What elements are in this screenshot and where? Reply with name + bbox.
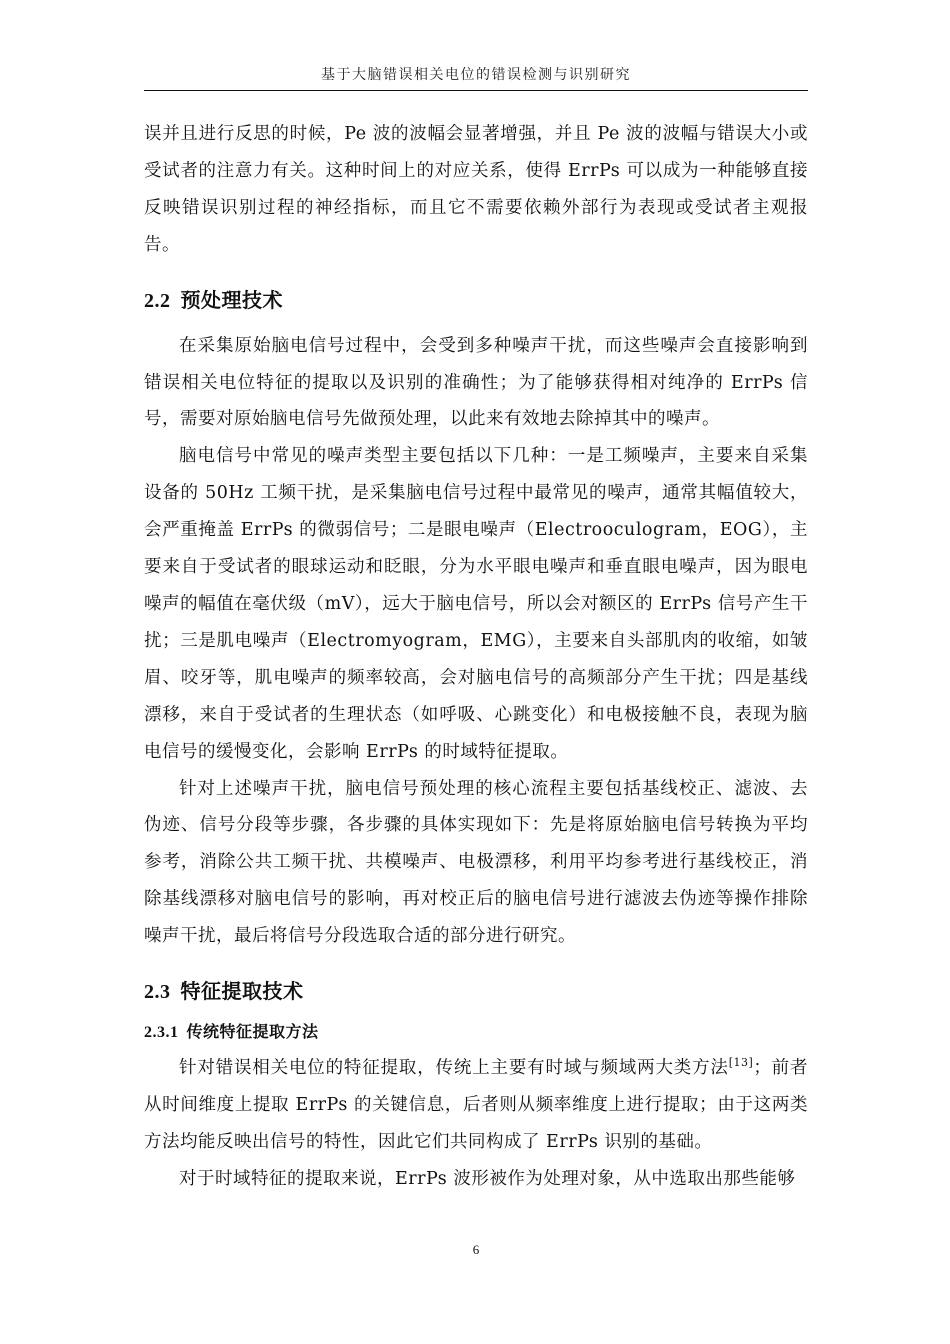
header-rule bbox=[144, 90, 808, 91]
paragraph-traditional-methods bbox=[144, 1050, 808, 1161]
paragraph-preprocessing-flow: 针对上述噪声干扰，脑电信号预处理的核心流程主要包括基线校正、滤波、去伪迹、信号分段等步骤，各步骤的具体实现如下：先是将原始脑电信号转换为平均参考，消除公共工频干扰、共模噪声、电极漂移，利用平均参考进行基线校正，消除基线漂移对脑电信号的影响，再对校正后的脑电信号进行滤波去伪迹等操作排除噪声干扰，最后将信号分段选取合适的部分进行研究。 bbox=[144, 778, 808, 947]
paragraph-text: 针对错误相关电位的特征提取，传统上主要有时域与频域两大类方法 bbox=[179, 1058, 729, 1079]
paragraph-text: ；前者从时间维度上提取 ErrPs 的关键信息，后者则从频率维度上进行提取；由于这两类方法均能反映出信号的特性，因此它们共同构成了 ErrPs 识别的基础。 bbox=[144, 1058, 809, 1152]
section-number: 2.2 bbox=[144, 289, 171, 312]
paragraph-continued: 误并且进行反思的时候，Pe 波的波幅会显著增强，并且 Pe 波的波幅与错误大小或受试者的注意力有关。这种时间上的对应关系，使得 ErrPs 可以成为一种能够直接反映错误识别过程的神经指标，而且它不需要依赖外部行为表现或受试者主观报告。 bbox=[144, 124, 808, 255]
subsection-heading-2-3-1 bbox=[144, 1019, 808, 1046]
paragraph-noise-types: 脑电信号中常见的噪声类型主要包括以下几种：一是工频噪声，主要来自采集设备的 50Hz 工频干扰，是采集脑电信号过程中最常见的噪声，通常其幅值较大，会严重掩盖 ErrPs 的微弱信号；二是眼电噪声（Electrooculogram，EOG），主要来自于受试者的眼球运动和眨眼，分为水平眼电噪声和垂直眼电噪声，因为眼电噪声的幅值在毫伏级（mV），远大于脑电信号，所以会对额区的 ErrPs 信号产生干扰；三是肌电噪声（Electromyogram，EMG），主要来自头部肌肉的收缩，如皱眉、咬牙等，肌电噪声的频率较高，会对脑电信号的高频部分产生干扰；四是基线漂移，来自于受试者的生理状态（如呼吸、心跳变化）和电极接触不良，表现为脑电信号的缓慢变化，会影响 ErrPs 的时域特征提取。 bbox=[144, 446, 808, 762]
section-heading-2-2 bbox=[144, 285, 808, 316]
section-title: 预处理技术 bbox=[180, 287, 283, 312]
page-number: 6 bbox=[472, 1242, 480, 1257]
page-body bbox=[144, 116, 808, 1198]
citation-ref[interactable]: [13] bbox=[728, 1056, 754, 1070]
section-title: 特征提取技术 bbox=[180, 979, 304, 1004]
section-heading-2-3 bbox=[144, 976, 808, 1007]
section-number: 2.3 bbox=[144, 981, 171, 1004]
paragraph-noise-overview: 在采集原始脑电信号过程中，会受到多种噪声干扰，而这些噪声会直接影响到错误相关电位特征的提取以及识别的准确性；为了能够获得相对纯净的 ErrPs 信号，需要对原始脑电信号先做预处理，以此来有效地去除掉其中的噪声。 bbox=[144, 335, 808, 430]
paragraph-time-domain: 对于时域特征的提取来说，ErrPs 波形被作为处理对象，从中选取出那些能够 bbox=[179, 1168, 796, 1189]
subsection-title: 传统特征提取方法 bbox=[186, 1022, 319, 1042]
subsection-number: 2.3.1 bbox=[144, 1024, 179, 1042]
running-header: 基于大脑错误相关电位的错误检测与识别研究 bbox=[321, 67, 631, 83]
